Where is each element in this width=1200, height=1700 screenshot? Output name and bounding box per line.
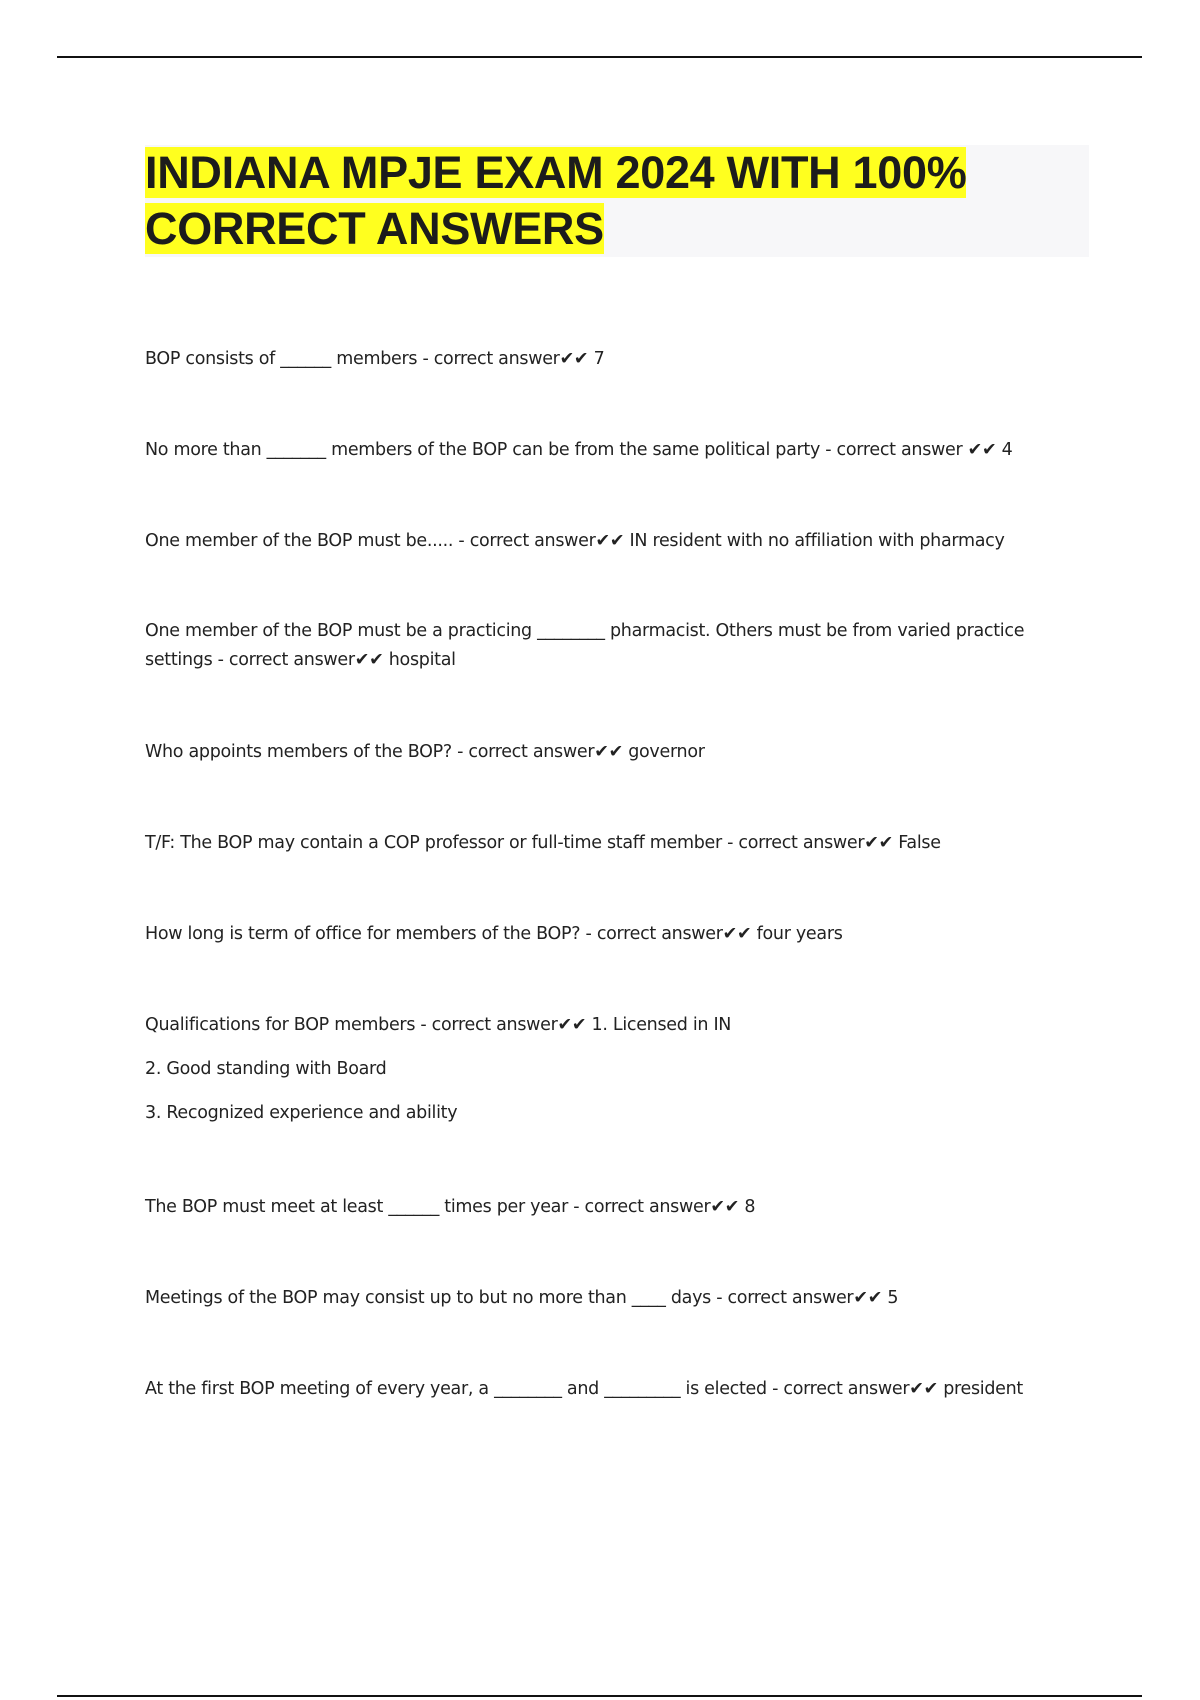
qa-item-7 — [145, 920, 1095, 949]
qa-item-11-text: At the first BOP meeting of every year, a ________ and _________ is elected - correct answer✔✔ president — [145, 1379, 1023, 1399]
qa-item-4-text: One member of the BOP must be a practicing ________ pharmacist. Others must be from varied practice settings - correct answer✔✔ hospital — [145, 621, 1025, 670]
document-title — [145, 145, 1089, 257]
qa-item-5-text: Who appoints members of the BOP? - correct answer✔✔ governor — [145, 742, 705, 762]
qa-item-1 — [145, 345, 1095, 374]
qa-item-3-text: One member of the BOP must be..... - correct answer✔✔ IN resident with no affiliation with pharmacy — [145, 531, 1005, 551]
qa-item-8-line-3: 3. Recognized experience and ability — [145, 1103, 458, 1123]
qa-item-9 — [145, 1193, 1095, 1222]
qa-item-10 — [145, 1284, 1095, 1313]
qa-item-1-text: BOP consists of ______ members - correct answer✔✔ 7 — [145, 349, 605, 369]
title-block — [145, 145, 1089, 257]
qa-item-11 — [145, 1375, 1095, 1404]
document-title-text: INDIANA MPJE EXAM 2024 WITH 100% CORRECT ANSWERS — [145, 147, 967, 254]
qa-item-4 — [145, 617, 1095, 675]
qa-item-2 — [145, 436, 1095, 465]
qa-item-6 — [145, 829, 1095, 858]
qa-item-6-text: T/F: The BOP may contain a COP professor or full-time staff member - correct answer✔✔ False — [145, 833, 941, 853]
qa-item-9-text: The BOP must meet at least ______ times per year - correct answer✔✔ 8 — [145, 1197, 756, 1217]
top-rule — [57, 56, 1142, 58]
bottom-rule — [57, 1695, 1142, 1697]
qa-item-5 — [145, 738, 1095, 767]
qa-item-3 — [145, 527, 1095, 556]
qa-item-8-text: Qualifications for BOP members - correct answer✔✔ 1. Licensed in IN — [145, 1015, 732, 1035]
qa-item-2-text: No more than _______ members of the BOP can be from the same political party - correct answer ✔✔ 4 — [145, 440, 1013, 460]
qa-item-10-text: Meetings of the BOP may consist up to but no more than ____ days - correct answer✔✔ 5 — [145, 1288, 899, 1308]
qa-item-8-line-2: 2. Good standing with Board — [145, 1059, 387, 1079]
qa-item-8 — [145, 1011, 1095, 1128]
qa-item-7-text: How long is term of office for members of the BOP? - correct answer✔✔ four years — [145, 924, 843, 944]
